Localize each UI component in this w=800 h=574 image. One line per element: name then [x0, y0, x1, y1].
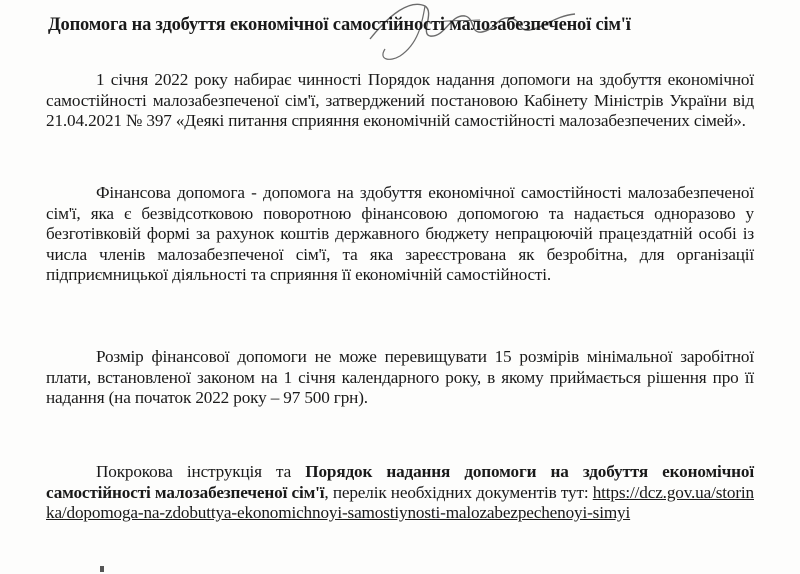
paragraph-financial-aid-definition — [46, 183, 754, 286]
paragraph-text: , перелік необхідних документів тут: — [324, 482, 593, 502]
instructions-link[interactable]: https://dcz.gov.ua/storinka/dopomoga-na-zdobuttya-ekonomichnoyi-samostiynosti-malozabezpechenoyi-simyi — [46, 482, 754, 522]
paragraph-text: Фінансова допомога - допомога на здобуття економічної самостійності малозабезпеченої сім'ї, яка є безвідсотковою поворотною фінансовою допомогою та надається одноразово у безготівковій формі за рахунок коштів державного бюджету непрацюючій працездатній особі із числа членів малозабезпеченої сім'ї, та яка зареєстрована як безробітна, для організації підприємницької діяльності та сприяння її економічній самостійності. — [46, 183, 754, 284]
paragraph-effective-date — [46, 70, 754, 132]
procedure-name-bold: Порядок надання допомоги на здобуття економічної самостійності малозабезпеченої сім'ї — [46, 462, 754, 502]
paragraph-text: 1 січня 2022 року набирає чинності Порядок надання допомоги на здобуття економічної самостійності малозабезпеченої сім'ї, затверджений постановою Кабінету Міністрів України від 21.04.2021 № 397 «Деякі питання сприяння економічній самостійності малозабезпечених сімей». — [46, 70, 754, 130]
paragraph-text: Розмір фінансової допомоги не може перевищувати 15 розмірів мінімальної заробітної плати, встановленої законом на 1 січня календарного року, в якому приймається рішення про її надання (на початок 2022 року – 97 500 грн). — [46, 347, 754, 407]
paragraph-text: Покрокова інструкція та — [96, 462, 306, 481]
paragraph-aid-amount — [46, 347, 754, 409]
document-title: Допомога на здобуття економічної самостійності малозабезпеченої сім'ї — [48, 15, 631, 35]
paragraph-instructions — [46, 462, 754, 524]
scan-artifact-mark — [100, 566, 104, 572]
